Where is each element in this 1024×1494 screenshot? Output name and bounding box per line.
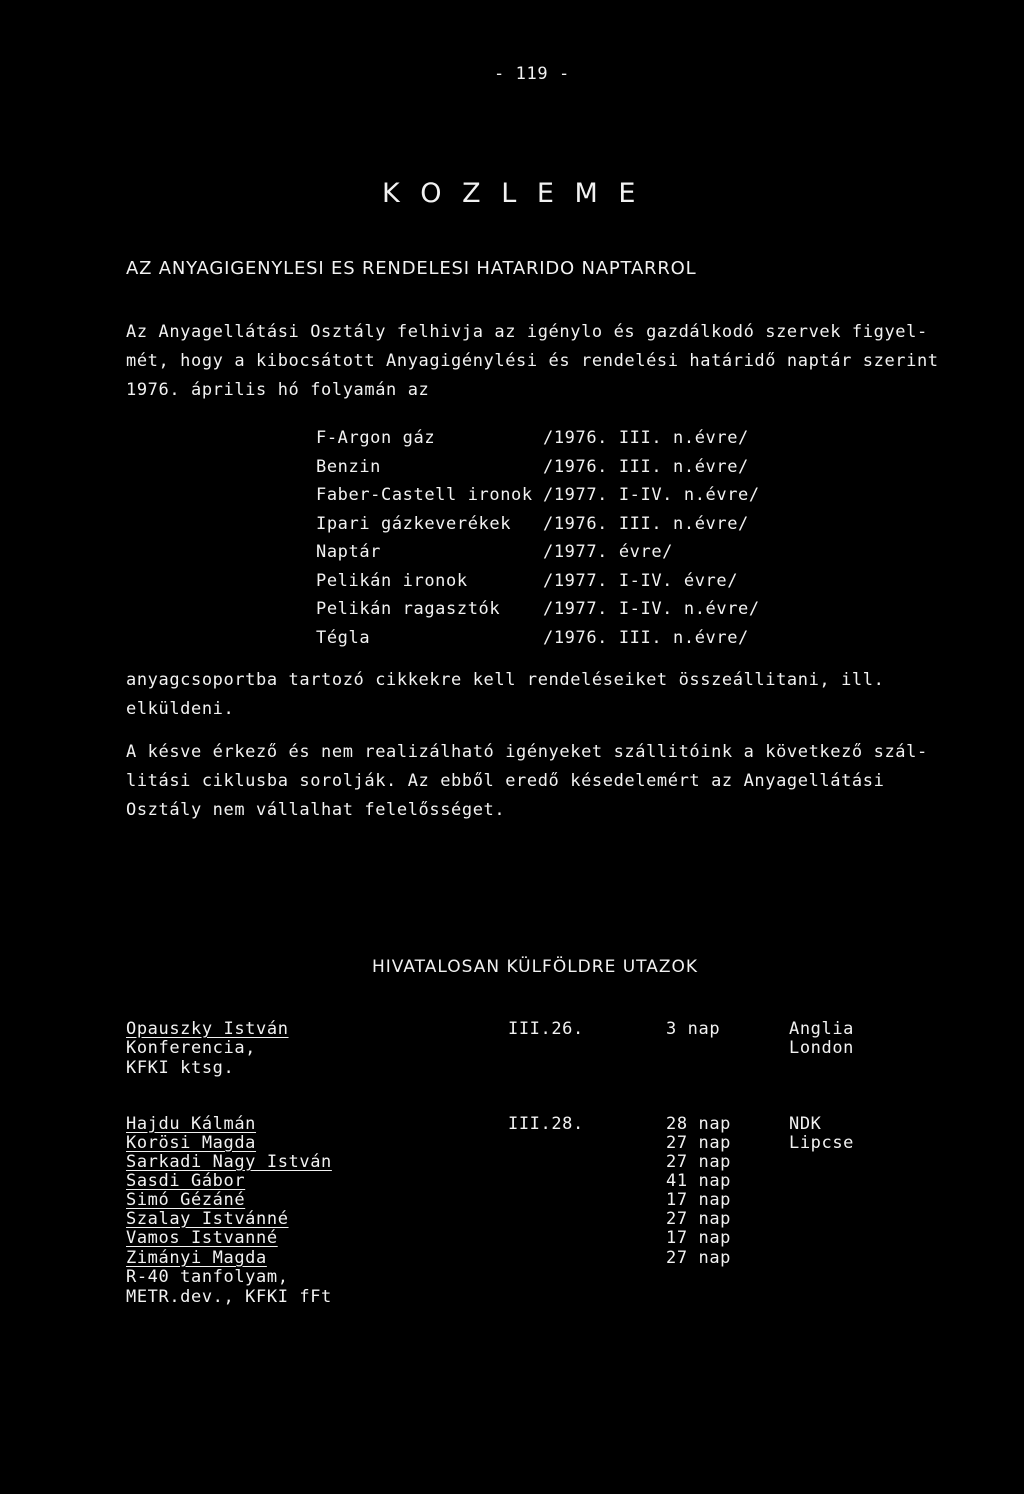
material-period: /1976. III. n.évre/	[543, 457, 749, 477]
trip-duration: 27 nap	[666, 1248, 732, 1268]
material-name: Tégla	[316, 628, 371, 648]
trip-duration: 27 nap	[666, 1133, 732, 1153]
trip-city: London	[789, 1038, 855, 1058]
trip-date: III.28.	[508, 1114, 584, 1134]
material-name: Pelikán ironok	[316, 571, 468, 591]
traveler-name: Sarkadi Nagy István	[126, 1152, 332, 1172]
material-period: /1976. III. n.évre/	[543, 628, 749, 648]
material-name: Pelikán ragasztók	[316, 599, 501, 619]
trip-funding: KFKI ktsg.	[126, 1058, 235, 1078]
trip-date: III.26.	[508, 1019, 584, 1039]
announcement-subtitle: AZ ANYAGIGENYLESI ES RENDELESI HATARIDO NAPTARROL	[126, 258, 697, 279]
material-period: /1977. I-IV. évre/	[543, 571, 739, 591]
traveler-name: Vamos Istvanné	[126, 1228, 278, 1248]
trip-funding: METR.dev., KFKI fFt	[126, 1287, 332, 1307]
trip-city: Lipcse	[789, 1133, 855, 1153]
material-name: Naptár	[316, 542, 382, 562]
intro-line: Az Anyagellátási Osztály felhivja az igénylo és gazdálkodó szervek figyel-	[126, 322, 928, 342]
trip-purpose: R-40 tanfolyam,	[126, 1267, 289, 1287]
material-name: F-Argon gáz	[316, 428, 436, 448]
trip-duration: 17 nap	[666, 1190, 732, 1210]
material-name: Faber-Castell ironok	[316, 485, 533, 505]
traveler-name: Szalay Istvánné	[126, 1209, 289, 1229]
trip-duration: 3 nap	[666, 1019, 721, 1039]
trip-duration: 17 nap	[666, 1228, 732, 1248]
trip-country: Anglia	[789, 1019, 855, 1039]
traveler-name: Sasdi Gábor	[126, 1171, 246, 1191]
material-name: Benzin	[316, 457, 382, 477]
late-notice-line: litási ciklusba sorolják. Az ebből eredő késedelemért az Anyagellátási	[126, 771, 885, 791]
late-notice-line: Osztály nem vállalhat felelősséget.	[126, 800, 506, 820]
intro-line: 1976. április hó folyamán az	[126, 380, 430, 400]
traveler-name: Opauszky István	[126, 1019, 289, 1039]
traveler-name: Zimányi Magda	[126, 1248, 267, 1268]
late-notice-line: A késve érkező és nem realizálható igényeket szállitóink a következő szál-	[126, 742, 928, 762]
trip-duration: 41 nap	[666, 1171, 732, 1191]
after-list-line: elküldeni.	[126, 699, 235, 719]
material-period: /1977. évre/	[543, 542, 674, 562]
trip-duration: 27 nap	[666, 1152, 732, 1172]
material-period: /1977. I-IV. n.évre/	[543, 485, 760, 505]
traveler-name: Hajdu Kálmán	[126, 1114, 257, 1134]
after-list-line: anyagcsoportba tartozó cikkekre kell rendeléseiket összeállitani, ill.	[126, 670, 885, 690]
material-period: /1976. III. n.évre/	[543, 428, 749, 448]
trip-duration: 27 nap	[666, 1209, 732, 1229]
trip-duration: 28 nap	[666, 1114, 732, 1134]
material-period: /1976. III. n.évre/	[543, 514, 749, 534]
material-period: /1977. I-IV. n.évre/	[543, 599, 760, 619]
travel-heading: HIVATALOSAN KÜLFÖLDRE UTAZOK	[372, 957, 699, 977]
intro-line: mét, hogy a kibocsátott Anyagigénylési és rendelési határidő naptár szerint	[126, 351, 939, 371]
page-number: - 119 -	[494, 64, 570, 84]
traveler-name: Korösi Magda	[126, 1133, 257, 1153]
material-name: Ipari gázkeverékek	[316, 514, 512, 534]
announcement-title: K O Z L E M E	[382, 178, 642, 209]
traveler-name: Simó Gézáné	[126, 1190, 246, 1210]
trip-purpose: Konferencia,	[126, 1038, 257, 1058]
trip-country: NDK	[789, 1114, 822, 1134]
